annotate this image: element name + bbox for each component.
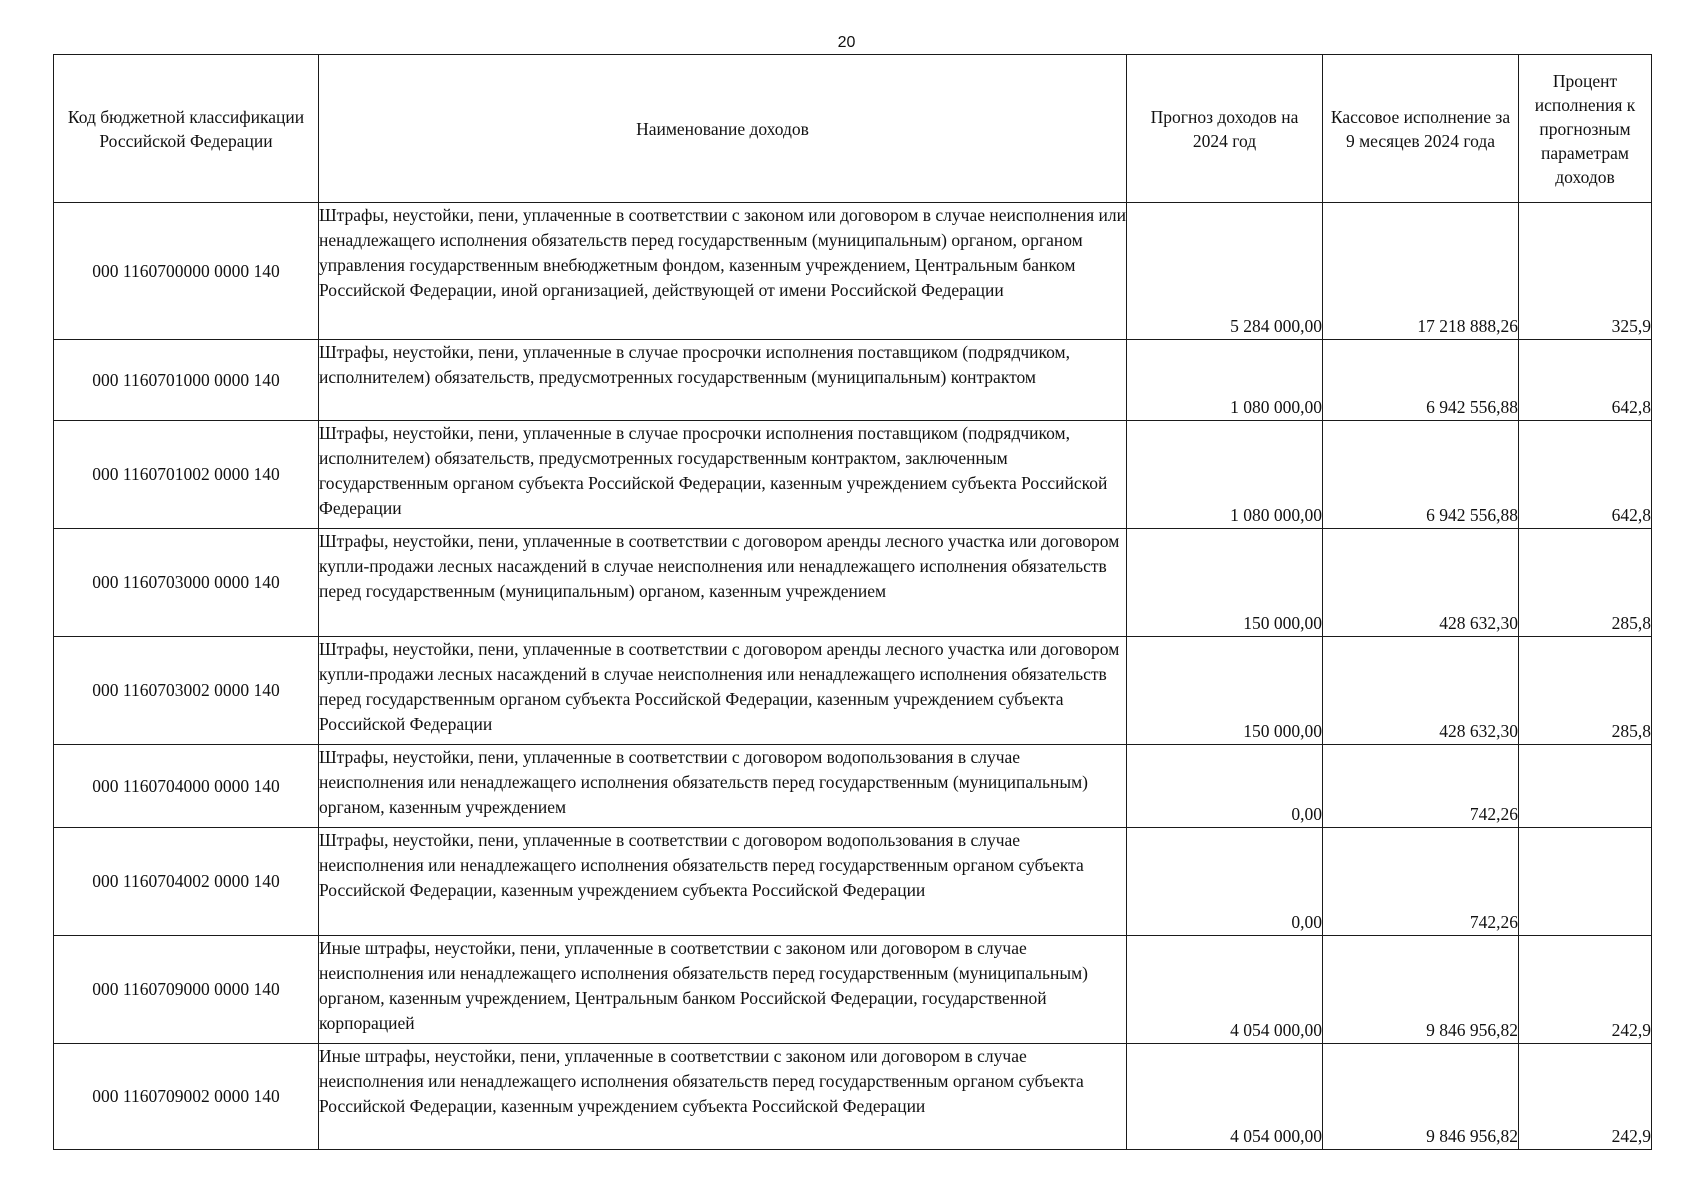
table-row: [54, 745, 1652, 828]
header-percent: Процент исполнения к прогнозным параметрам доходов: [1519, 55, 1652, 203]
table-row: [54, 936, 1652, 1044]
row-execution: 428 632,30: [1323, 637, 1519, 745]
row-name: Иные штрафы, неустойки, пени, уплаченные в соответствии с законом или договором в случае неисполнения или ненадлежащего исполнения обязательств перед государственным органом субъекта Российской Федерации, казенным учреждением субъекта Российской Федерации: [319, 1044, 1127, 1150]
table-row: [54, 1044, 1652, 1150]
row-code: 000 1160704002 0000 140: [54, 828, 319, 936]
row-forecast: 1 080 000,00: [1127, 340, 1323, 421]
row-percent: [1519, 828, 1652, 936]
row-forecast: 1 080 000,00: [1127, 421, 1323, 529]
row-name: Штрафы, неустойки, пени, уплаченные в соответствии с договором водопользования в случае неисполнения или ненадлежащего исполнения обязательств перед государственным органом субъекта Российской Федерации, казенным учреждением субъекта Российской Федерации: [319, 828, 1127, 936]
row-code: 000 1160700000 0000 140: [54, 203, 319, 340]
row-forecast: 0,00: [1127, 745, 1323, 828]
row-name: Штрафы, неустойки, пени, уплаченные в соответствии с договором аренды лесного участка или договором купли-продажи лесных насаждений в случае неисполнения или ненадлежащего исполнения обязательств перед государственным органом субъекта Российской Федерации, казенным учреждением субъекта Российской Федерации: [319, 637, 1127, 745]
row-execution: 9 846 956,82: [1323, 1044, 1519, 1150]
row-forecast: 4 054 000,00: [1127, 936, 1323, 1044]
table-row: [54, 203, 1652, 340]
row-execution: 9 846 956,82: [1323, 936, 1519, 1044]
row-name: Штрафы, неустойки, пени, уплаченные в случае просрочки исполнения поставщиком (подрядчиком, исполнителем) обязательств, предусмотренных государственным контрактом, заключенным государственным органом субъекта Российской Федерации, казенным учреждением субъекта Российской Федерации: [319, 421, 1127, 529]
row-execution: 17 218 888,26: [1323, 203, 1519, 340]
revenue-table: [53, 54, 1652, 1150]
row-execution: 742,26: [1323, 745, 1519, 828]
table-row: [54, 637, 1652, 745]
header-execution: Кассовое исполнение за 9 месяцев 2024 года: [1323, 55, 1519, 203]
row-percent: [1519, 745, 1652, 828]
row-percent: 325,9: [1519, 203, 1652, 340]
row-code: 000 1160709000 0000 140: [54, 936, 319, 1044]
row-execution: 428 632,30: [1323, 529, 1519, 637]
table-row: [54, 828, 1652, 936]
row-percent: 242,9: [1519, 1044, 1652, 1150]
table-row: [54, 529, 1652, 637]
row-code: 000 1160703000 0000 140: [54, 529, 319, 637]
row-percent: 642,8: [1519, 340, 1652, 421]
header-name: Наименование доходов: [319, 55, 1127, 203]
row-code: 000 1160709002 0000 140: [54, 1044, 319, 1150]
table-header-row: [54, 55, 1652, 203]
row-name: Иные штрафы, неустойки, пени, уплаченные в соответствии с законом или договором в случае неисполнения или ненадлежащего исполнения обязательств перед государственным (муниципальным) органом, казенным учреждением, Центральным банком Российской Федерации, государственной корпорацией: [319, 936, 1127, 1044]
row-percent: 285,8: [1519, 529, 1652, 637]
row-execution: 6 942 556,88: [1323, 340, 1519, 421]
row-name: Штрафы, неустойки, пени, уплаченные в случае просрочки исполнения поставщиком (подрядчиком, исполнителем) обязательств, предусмотренных государственным (муниципальным) контрактом: [319, 340, 1127, 421]
row-percent: 242,9: [1519, 936, 1652, 1044]
row-percent: 285,8: [1519, 637, 1652, 745]
row-code: 000 1160701000 0000 140: [54, 340, 319, 421]
row-code: 000 1160704000 0000 140: [54, 745, 319, 828]
row-forecast: 5 284 000,00: [1127, 203, 1323, 340]
row-name: Штрафы, неустойки, пени, уплаченные в соответствии с договором аренды лесного участка или договором купли-продажи лесных насаждений в случае неисполнения или ненадлежащего исполнения обязательств перед государственным (муниципальным) органом, казенным учреждением: [319, 529, 1127, 637]
row-code: 000 1160701002 0000 140: [54, 421, 319, 529]
row-execution: 742,26: [1323, 828, 1519, 936]
row-name: Штрафы, неустойки, пени, уплаченные в соответствии с договором водопользования в случае неисполнения или ненадлежащего исполнения обязательств перед государственным (муниципальным) органом, казенным учреждением: [319, 745, 1127, 828]
row-forecast: 0,00: [1127, 828, 1323, 936]
row-forecast: 4 054 000,00: [1127, 1044, 1323, 1150]
row-code: 000 1160703002 0000 140: [54, 637, 319, 745]
row-percent: 642,8: [1519, 421, 1652, 529]
row-name: Штрафы, неустойки, пени, уплаченные в соответствии с законом или договором в случае неисполнения или ненадлежащего исполнения обязательств перед государственным (муниципальным) органом, органом управления государственным внебюджетным фондом, казенным учреждением, Центральным банком Российской Федерации, иной организацией, действующей от имени Российской Федерации: [319, 203, 1127, 340]
header-code: Код бюджетной классификации Российской Федерации: [54, 55, 319, 203]
page-number: 20: [837, 34, 856, 51]
row-forecast: 150 000,00: [1127, 529, 1323, 637]
row-execution: 6 942 556,88: [1323, 421, 1519, 529]
row-forecast: 150 000,00: [1127, 637, 1323, 745]
header-forecast: Прогноз доходов на 2024 год: [1127, 55, 1323, 203]
table-row: [54, 421, 1652, 529]
table-row: [54, 340, 1652, 421]
